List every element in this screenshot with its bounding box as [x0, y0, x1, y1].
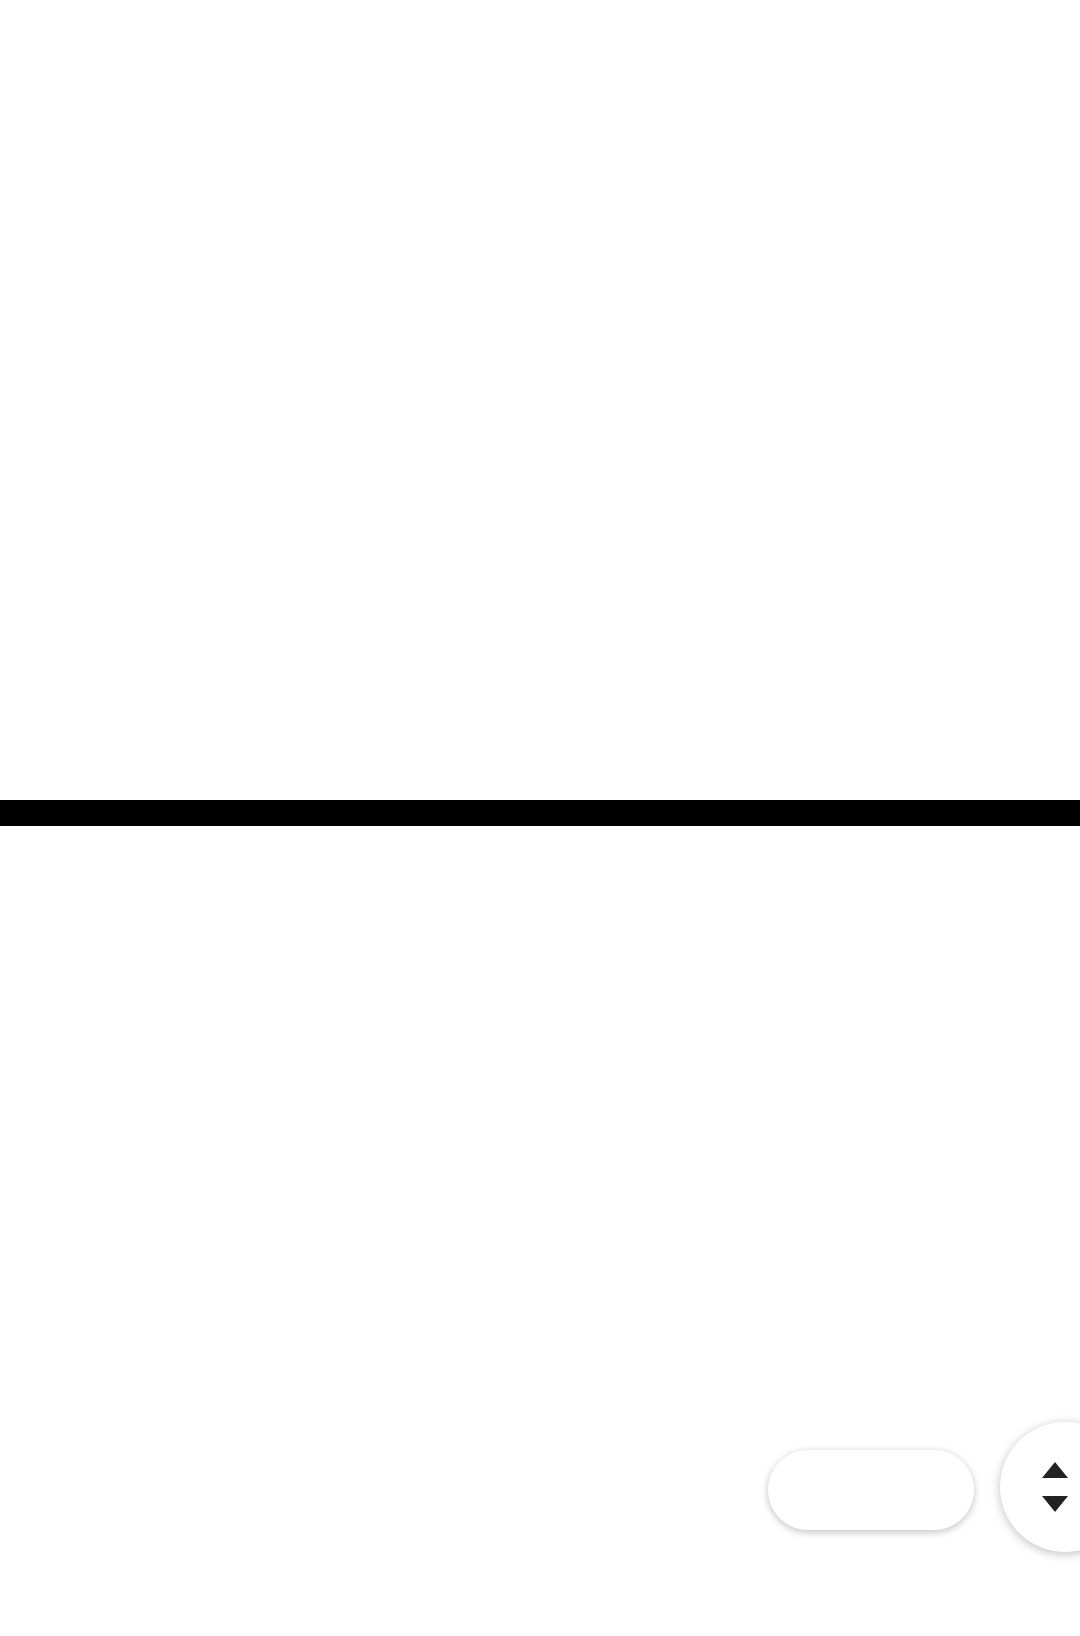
- page-divider: [0, 800, 1080, 826]
- page-indicator[interactable]: [768, 1450, 974, 1530]
- page-top: [0, 0, 1080, 800]
- up-down-arrows-icon: [1040, 1460, 1070, 1514]
